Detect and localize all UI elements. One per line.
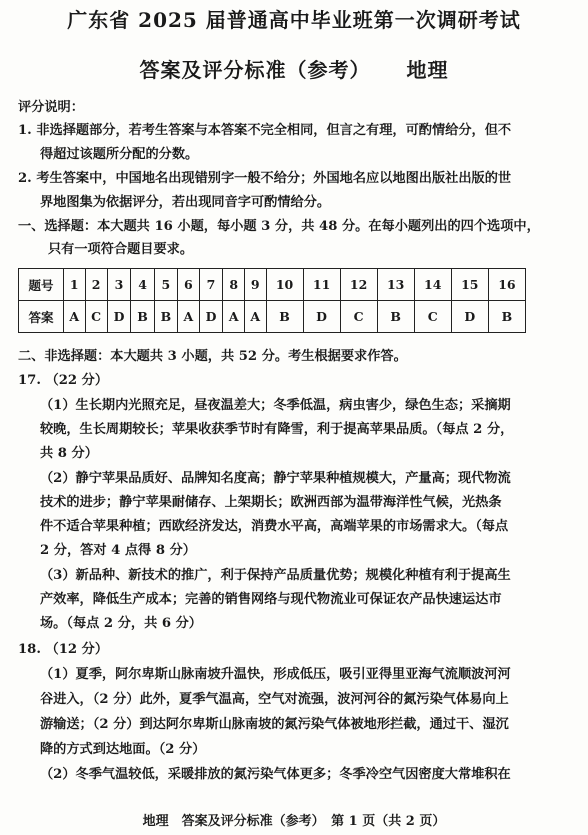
answer-row-label: 答案 [19,301,64,333]
q18-part1-line-3: 游输送；（2 分）到达阿尔卑斯山脉南坡的氮污染气体被地形拦截，通过干、湿沉 [40,717,509,732]
answer-cell: D [451,301,488,333]
note-item-1-line-1: 1. 非选择题部分，若考生答案与本答案不完全相同，但言之有理，可酌情给分，但不 [18,123,512,138]
q17-part2-line-3: 件不适合苹果种植；西欧经济发达，消费水平高，高端苹果的市场需求大。（每点 [40,519,509,534]
q17-part2-line-1: （2）静宁苹果品质好、品牌知名度高；静宁苹果种植规模大，产量高；现代物流 [40,471,511,486]
answer-table [18,268,526,333]
q17-part1-line-1: （1）生长期内光照充足，昼夜温差大；冬季低温，病虫害少，绿色生态；采摘期 [40,398,511,413]
answer-cell: B [131,301,154,333]
subject-label: 地理 [406,58,449,82]
question-number: 1 [64,269,86,301]
q18-part1-line-2: 谷进入，（2 分）此外，夏季气温高，空气对流强，波河河谷的氮污染气体易向上 [40,692,509,707]
answer-cell: A [244,301,266,333]
section2-instructions: 二、非选择题：本大题共 3 小题，共 52 分。考生根据要求作答。 [18,349,407,364]
note-item-1-line-2: 得超过该题所分配的分数。 [40,147,199,162]
answer-cell: B [154,301,177,333]
answer-cell: A [178,301,200,333]
page-footer: 地理 答案及评分标准（参考） 第 1 页（共 2 页） [142,814,446,829]
section1-instructions-line-1: 一、选择题：本大题共 16 小题，每小题 3 分，共 48 分。在每小题列出的四个选项中， [18,219,540,234]
exam-title: 广东省 2025 届普通高中毕业班第一次调研考试 [67,8,521,32]
question-number: 9 [244,269,266,301]
question-number: 16 [488,269,525,301]
answer-table-number-row [19,269,526,301]
note-item-2-line-1: 2. 考生答案中，中国地名出现错别字一般不给分；外国地名应以地图出版社出版的世 [18,171,512,186]
question-number: 8 [223,269,245,301]
number-row-label: 题号 [19,269,64,301]
answer-cell: D [303,301,340,333]
q17-part2-line-4: 2 分，答对 4 点得 8 分） [40,543,196,558]
notes-heading: 评分说明： [18,100,84,115]
q17-part3-line-3: 场。（每点 2 分，共 6 分） [40,616,202,631]
answer-cell: D [199,301,223,333]
question-number: 5 [154,269,177,301]
q18-part2-line-1: （2）冬季气温较低，采暖排放的氮污染气体更多；冬季冷空气因密度大常堆积在 [40,767,511,782]
question-number: 2 [85,269,107,301]
q17-part3-line-2: 产效率，降低生产成本；完善的销售网络与现代物流业可保证农产品快速运达市 [40,592,502,607]
question-number: 7 [199,269,223,301]
q17-part1-line-2: 较晚，生长周期较长；苹果收获季节时有降雪，利于提高苹果品质。（每点 2 分， [40,422,514,437]
answer-cell: C [414,301,451,333]
q17-part3-line-1: （3）新品种、新技术的推广，利于保持产品质量优势；规模化种植有利于提高生 [40,568,511,583]
answer-cell: C [340,301,377,333]
section1-instructions-line-2: 只有一项符合题目要求。 [48,242,194,257]
answer-cell: A [223,301,245,333]
answer-cell: B [488,301,525,333]
answer-table-answer-row [19,301,526,333]
question-number: 12 [340,269,377,301]
q17-heading: 17. （22 分） [18,373,109,388]
question-number: 4 [131,269,154,301]
q17-part1-line-3: 共 8 分） [40,446,98,461]
question-number: 15 [451,269,488,301]
answer-key-subtitle [0,54,588,83]
q17-part2-line-2: 技术的进步；静宁苹果耐储存、上架期长；欧洲西部为温带海洋性气候，光热条 [40,495,502,510]
answer-cell: B [377,301,414,333]
subtitle-main: 答案及评分标准（参考） [139,58,371,82]
answer-cell: D [107,301,131,333]
answer-cell: A [64,301,86,333]
question-number: 11 [303,269,340,301]
question-number: 14 [414,269,451,301]
question-number: 10 [266,269,303,301]
note-item-2-line-2: 界地图集为依据评分，若出现同音字可酌情给分。 [40,195,331,210]
answer-cell: B [266,301,303,333]
answer-cell: C [85,301,107,333]
question-number: 3 [107,269,131,301]
q18-part1-line-1: （1）夏季，阿尔卑斯山脉南坡升温快，形成低压，吸引亚得里亚海气流顺波河河 [40,667,511,682]
question-number: 6 [178,269,200,301]
q18-heading: 18. （12 分） [18,642,109,657]
q18-part1-line-4: 降的方式到达地面。（2 分） [40,742,206,757]
question-number: 13 [377,269,414,301]
